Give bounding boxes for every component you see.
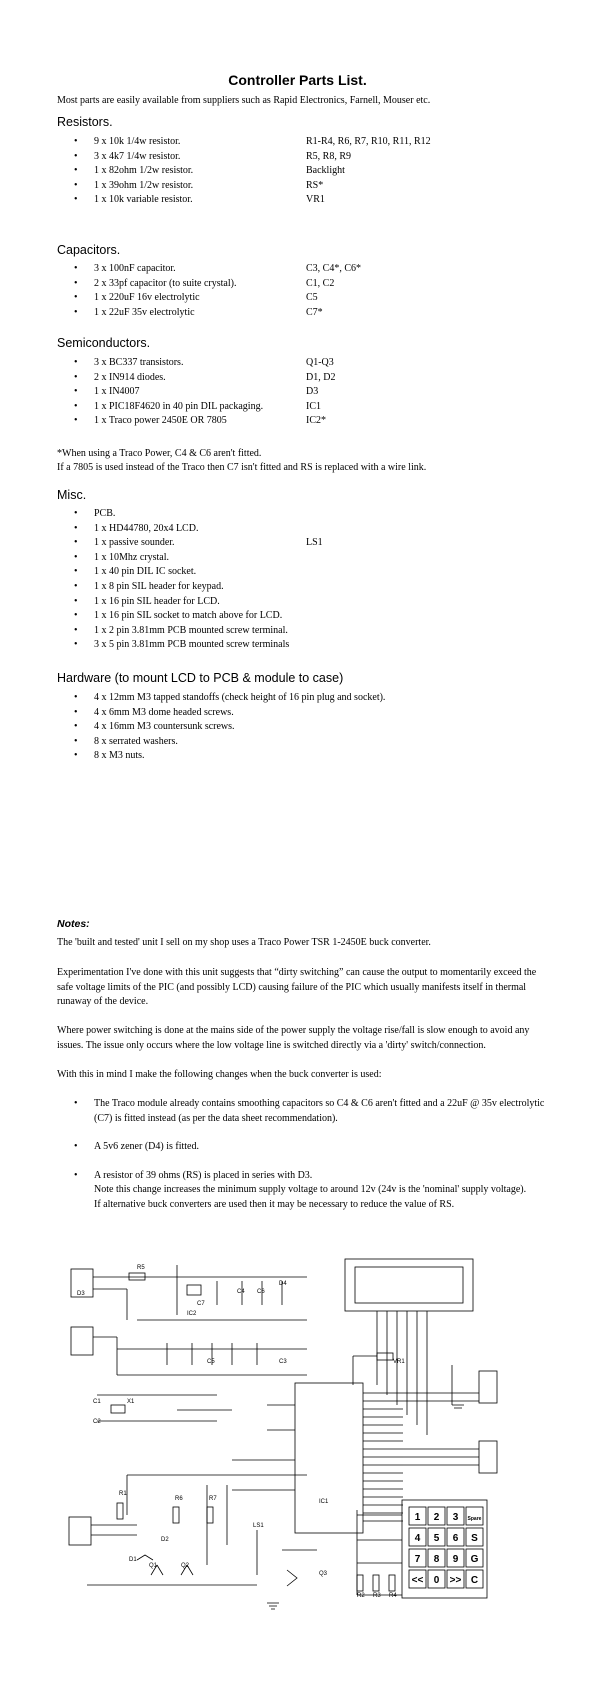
schematic-label: R2 <box>357 1593 365 1599</box>
list-item: • 1 x 82ohm 1/2w resistor. Backlight <box>57 164 557 179</box>
list-item: • 3 x 4k7 1/4w resistor. R5, R8, R9 <box>57 150 557 165</box>
schematic-label: R3 <box>373 1593 381 1599</box>
keypad-key-label: C <box>470 1575 479 1586</box>
list-item: • 1 x IN4007 D3 <box>57 385 557 400</box>
schematic-label: Q2 <box>181 1563 190 1569</box>
list-item: • 3 x BC337 transistors. Q1-Q3 <box>57 356 557 371</box>
list-item: • 8 x serrated washers. <box>57 735 557 750</box>
schematic-label: Q1 <box>149 1563 158 1569</box>
misc-list <box>57 507 557 653</box>
schematic-label: LS1 <box>253 1523 264 1529</box>
list-item: • 3 x 100nF capacitor. C3, C4*, C6* <box>57 262 557 277</box>
list-item: • 1 x 22uF 35v electrolytic C7* <box>57 306 557 321</box>
list-item: • 9 x 10k 1/4w resistor. R1-R4, R6, R7, R10, R11, R12 <box>57 135 557 150</box>
schematic-label: D4 <box>279 1281 287 1287</box>
list-item: • 4 x 12mm M3 tapped standoffs (check height of 16 pin plug and socket). <box>57 691 557 706</box>
notes-paragraph-4: With this in mind I make the following changes when the buck converter is used: <box>57 1069 382 1080</box>
keypad-key-label: 8 <box>433 1554 440 1565</box>
list-item: • 1 x 16 pin SIL header for LCD. <box>57 595 557 610</box>
list-item: • 2 x 33pf capacitor (to suite crystal). C1, C2 <box>57 277 557 292</box>
keypad-key-label: 9 <box>452 1554 459 1565</box>
notes-paragraph-1: The 'built and tested' unit I sell on my shop uses a Traco Power TSR 1-2450E buck converter. <box>57 937 431 948</box>
keypad-key-label: >> <box>449 1575 462 1586</box>
notes-paragraph-3: Where power switching is done at the mains side of the power supply the voltage rise/fall is slow enough to avoid any issues. The issue only occurs where the low voltage line is switched directly via a 'dirty' switch/connection. <box>57 1025 530 1051</box>
list-item: • 2 x IN914 diodes. D1, D2 <box>57 371 557 386</box>
notes-bullet-list <box>57 1097 547 1213</box>
schematic-label: VR1 <box>393 1359 405 1365</box>
list-item: • 1 x 16 pin SIL socket to match above for LCD. <box>57 609 557 624</box>
resistor-symbol <box>373 1575 379 1591</box>
schematic-label: IC1 <box>319 1499 329 1505</box>
list-item: • 8 x M3 nuts. <box>57 749 557 764</box>
list-item: • 1 x Traco power 2450E OR 7805 IC2* <box>57 414 557 429</box>
section-heading-resistors: Resistors. <box>57 115 113 129</box>
list-item: • The Traco module already contains smoothing capacitors so C4 & C6 aren't fitted and a 22uF @ 35v electrolytic (C7) is fitted instead (as per the data sheet recommendation). <box>57 1097 547 1126</box>
list-item: • 4 x 6mm M3 dome headed screws. <box>57 706 557 721</box>
notes-paragraph-2: Experimentation I've done with this unit suggests that “dirty switching” can cause the output to momentarily exceed the safe voltage limits of the PIC (and possibly LCD) causing failure of the PIC which usually manifests itself in thermal runaway of the device. <box>57 967 537 1008</box>
list-item: • 1 x PIC18F4620 in 40 pin DIL packaging. IC1 <box>57 400 557 415</box>
list-item: • 1 x 40 pin DIL IC socket. <box>57 565 557 580</box>
keypad-key-label: 5 <box>433 1533 440 1544</box>
resistor-symbol <box>117 1503 123 1519</box>
list-item: • 1 x 2 pin 3.81mm PCB mounted screw terminal. <box>57 624 557 639</box>
footnote-line-1: *When using a Traco Power, C4 & C6 aren't fitted. <box>57 448 262 459</box>
resistor-symbol <box>207 1507 213 1523</box>
keypad-key-label: Spare <box>467 1516 482 1522</box>
keypad-key-label: 1 <box>414 1512 421 1523</box>
schematic-label: R7 <box>209 1496 217 1502</box>
schematic-label: C3 <box>279 1359 287 1365</box>
hardware-list <box>57 691 557 764</box>
keypad-key-label: 2 <box>433 1512 440 1523</box>
schematic-label: D1 <box>129 1557 137 1563</box>
keypad-key-label: S <box>471 1533 478 1544</box>
schematic-label: C6 <box>257 1289 265 1295</box>
list-item: • 1 x 10Mhz crystal. <box>57 551 557 566</box>
footnote-line-2: If a 7805 is used instead of the Traco then C7 isn't fitted and RS is replaced with a wire link. <box>57 462 427 473</box>
capacitor-list <box>57 262 557 320</box>
keypad-key-label: G <box>470 1554 479 1565</box>
keypad-key-label: << <box>411 1575 424 1586</box>
section-heading-semiconductors: Semiconductors. <box>57 336 151 350</box>
schematic-label: D3 <box>77 1291 85 1297</box>
circuit-schematic <box>57 1245 541 1611</box>
schematic-label: D2 <box>161 1537 169 1543</box>
list-item: • 1 x 8 pin SIL header for keypad. <box>57 580 557 595</box>
intro-text: Most parts are easily available from suppliers such as Rapid Electronics, Farnell, Mouser etc. <box>57 95 431 106</box>
schematic-label: C7 <box>197 1301 205 1307</box>
schematic-label: R6 <box>175 1496 183 1502</box>
section-heading-hardware: Hardware (to mount LCD to PCB & module to case) <box>57 671 344 685</box>
section-heading-capacitors: Capacitors. <box>57 243 121 257</box>
resistor-list <box>57 135 557 208</box>
list-item: • 1 x 220uF 16v electrolytic C5 <box>57 291 557 306</box>
list-item: • 1 x HD44780, 20x4 LCD. <box>57 522 557 537</box>
keypad-grid <box>409 1507 483 1588</box>
keypad-key-label: 7 <box>414 1554 421 1565</box>
keypad-key-label: 3 <box>452 1512 459 1523</box>
list-item: • 4 x 16mm M3 countersunk screws. <box>57 720 557 735</box>
schematic-label: C1 <box>93 1399 101 1405</box>
semiconductor-list <box>57 356 557 429</box>
schematic-label: R5 <box>137 1265 145 1271</box>
section-heading-misc: Misc. <box>57 488 87 502</box>
resistor-symbol <box>357 1575 363 1591</box>
schematic-label: IC2 <box>187 1311 197 1317</box>
notes-heading: Notes: <box>57 918 90 930</box>
keypad-key-label: 6 <box>452 1533 459 1544</box>
page-title: Controller Parts List. <box>228 72 367 88</box>
list-item: • PCB. <box>57 507 557 522</box>
schematic-label: R4 <box>389 1593 397 1599</box>
list-item: • 1 x passive sounder. LS1 <box>57 536 557 551</box>
list-item: • A resistor of 39 ohms (RS) is placed in series with D3. Note this change increases the minimum supply voltage to around 12v (24v is the 'nominal' supply voltage). If alternative buck converters are used then it may be necessary to reduce the value of RS. <box>57 1169 547 1213</box>
schematic-label: X1 <box>127 1399 135 1405</box>
list-item: • 1 x 10k variable resistor. VR1 <box>57 193 557 208</box>
resistor-symbol <box>173 1507 179 1523</box>
list-item: • 3 x 5 pin 3.81mm PCB mounted screw terminals <box>57 638 557 653</box>
schematic-label: C2 <box>93 1419 101 1425</box>
keypad-key-label: 0 <box>433 1575 440 1586</box>
schematic-label: C4 <box>237 1289 245 1295</box>
schematic-label: Q3 <box>319 1571 328 1577</box>
resistor-symbol <box>389 1575 395 1591</box>
schematic-label: C5 <box>207 1359 215 1365</box>
schematic-label: R1 <box>119 1491 127 1497</box>
list-item: • A 5v6 zener (D4) is fitted. <box>57 1140 547 1155</box>
keypad-key-label: 4 <box>414 1533 421 1544</box>
list-item: • 1 x 39ohm 1/2w resistor. RS* <box>57 179 557 194</box>
schematic-components <box>77 1265 405 1599</box>
